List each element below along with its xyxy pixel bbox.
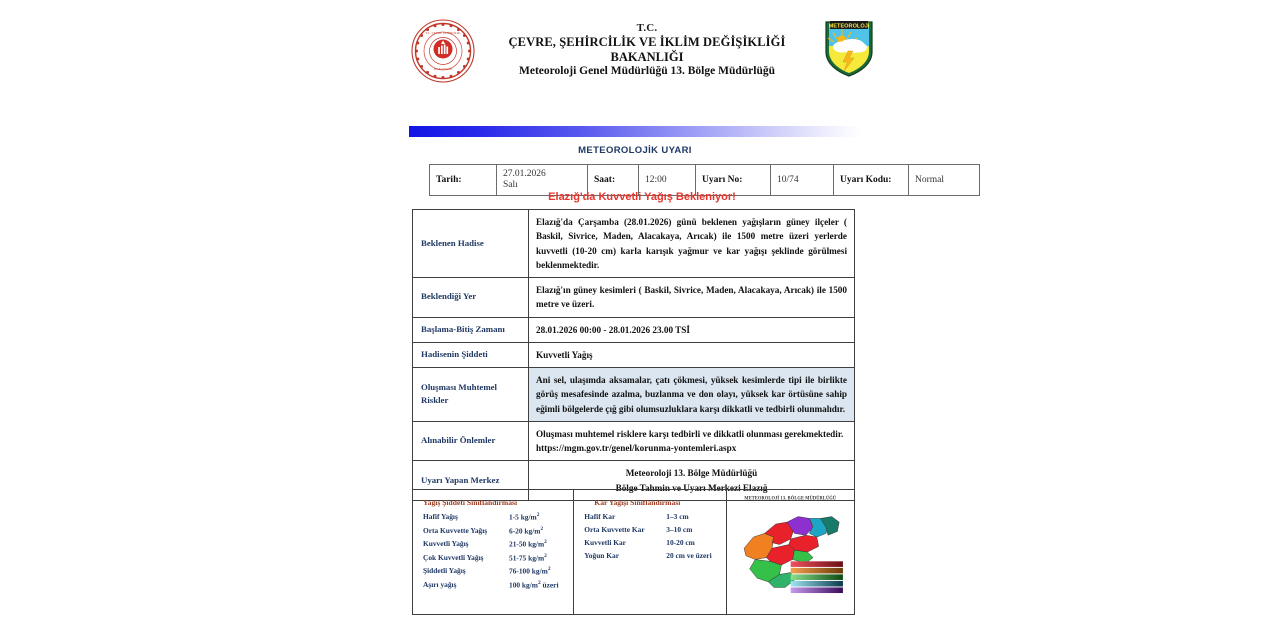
row-body-muhtemel-riskler: Ani sel, ulaşımda aksamalar, çatı çökmesi, yüksek kesimlerde tipi ile birlikte görüş mesafesinde azalma, buzlanma ve don olayı, yüksek kar örtüsüne sahip eğimli bölgelerde çığ gibi olumsuzluklara karşı dikkatli ve tedbirli olunmalıdır. [529,368,855,422]
list-item [423,581,563,590]
list-item [423,567,563,576]
map-legend-bar [790,587,842,593]
banner-gradient-bar [409,126,861,137]
row-label-muhtemel-riskler: Oluşması Muhtemel Riskler [413,368,529,422]
row-label-beklenen-hadise: Beklenen Hadise [413,210,529,278]
row-label-hadise-siddeti: Hadisenin Şiddeti [413,342,529,367]
snow-item-value: 20 cm ve üzeri [666,551,712,561]
table-row [413,317,855,342]
region-map-box [727,490,854,614]
rain-item-value: 21-50 $kg/m^2$ [509,539,547,549]
row-label-beklendigi-yer: Beklendiği Yer [413,278,529,318]
snow-item-value: 1–3 cm [666,512,689,521]
table-row [413,421,855,461]
snow-legend-title: Kar Yağışı Sınıflandırması [594,498,681,507]
svg-text:T.C. ÇEVRE ŞEHİRCİLİK: T.C. ÇEVRE ŞEHİRCİLİK [425,31,461,35]
rain-classification-box [413,490,574,614]
onlemler-link[interactable]: https://mgm.gov.tr/genel/korunma-yontemleri.aspx [536,443,737,453]
map-title: METEOROLOJİ 13. BÖLGE MÜDÜRLÜĞÜ [744,494,837,501]
rain-item-name: Aşırı yağış [423,580,457,590]
rain-item-name: Şiddetli Yağış [423,566,466,576]
svg-text:BAKANLIĞI: BAKANLIĞI [434,67,452,71]
header-line-ministry: ÇEVRE, ŞEHİRCİLİK VE İKLİM DEĞİŞİKLİĞİ [508,34,786,49]
row-label-uyari-yapan-merkez: Uyarı Yapan Merkez [413,461,529,501]
list-item [423,527,563,536]
table-row [413,368,855,422]
warning-detail-table [412,209,855,501]
map-region-green-3 [792,550,813,563]
region-map-image [731,502,850,602]
map-legend-bar [790,568,842,574]
map-legend-bar [790,561,842,567]
rain-item-name: Kuvvetli Yağış [423,539,469,549]
merkez-line-2: Bölge Tahmin ve Uyarı Merkezi Elazığ [615,482,768,493]
rain-item-value: 6-20 $kg/m^2$ [509,525,544,536]
rain-item-value: 1-5 $kg/m^2$ [509,512,540,522]
warning-headline: Elazığ'da Kuvvetli Yağış Bekleniyor! [548,191,736,203]
row-body-beklendigi-yer: Elazığ'ın güney kesimleri ( Baskil, Sivrice, Maden, Alacakaya, Arıcak) ile 1500 metre ve üzeri. [529,278,855,318]
svg-text:METEOROLOJİ: METEOROLOJİ [828,23,870,30]
row-body-hadise-siddeti: Kuvvetli Yağış [529,342,855,367]
snow-item-name: Yoğun Kar [584,551,619,561]
list-item [423,513,563,522]
merkez-line-1: Meteoroloji 13. Bölge Müdürlüğü [625,468,758,479]
rain-item-value: 100 $kg/m^2$ üzeri [509,580,559,590]
list-item [423,540,563,549]
snow-classification-box [574,490,726,614]
snow-item-name: Kuvvetli Kar [584,538,626,548]
uyari-kodu-value: Normal [909,165,980,196]
header-line-directorate: Meteoroloji Genel Müdürlüğü 13. Bölge Müdürlüğü [519,65,775,78]
header-line-tc: T.C. [636,22,658,34]
list-item [584,552,715,560]
table-row [413,278,855,318]
saat-label: Saat: [588,165,639,196]
snow-item-name: Orta Kuvvette Kar [584,525,645,535]
tarih-day: Salı [503,180,518,190]
saat-value: 12:00 [639,165,696,196]
header-line-bakanlik: BAKANLIĞI [610,49,684,64]
uyari-no-label: Uyarı No: [696,165,771,196]
list-item [423,554,563,563]
rain-item-value: 51-75 $kg/m^2$ [509,552,547,563]
row-body-baslama-bitis: 28.01.2026 00:00 - 28.01.2026 23.00 TSİ [529,317,855,342]
legend-container [412,489,855,615]
uyari-no-value: 10/74 [771,165,834,196]
rain-item-name: Orta Kuvvette Yağış [423,525,488,535]
banner-title: METEOROLOJİK UYARI [578,145,692,156]
row-label-baslama-bitis: Başlama-Bitiş Zamanı [413,317,529,342]
header-title-block [476,14,818,79]
meteoroloji-shield-icon [818,16,880,80]
snow-item-name: Hafif Kar [584,512,616,521]
list-item [584,526,715,534]
tarih-date: 27.01.2026 [503,169,546,180]
map-legend-bar [790,581,842,587]
table-row [413,342,855,367]
row-label-alinabilir-onlemler: Alınabilir Önlemler [413,421,529,461]
table-row [413,210,855,278]
row-body-alinabilir-onlemler [529,421,855,461]
map-legend-bar [790,574,842,580]
uyari-kodu-label: Uyarı Kodu: [834,165,909,196]
rain-item-name: Çok Kuvvetli Yağış [423,552,484,562]
list-item [584,539,715,547]
onlemler-text: Oluşması muhtemel risklere karşı tedbirli ve dikkatli olunması gerekmektedir. [536,428,844,439]
snow-item-value: 3–10 cm [666,525,693,535]
snow-item-value: 10-20 cm [666,538,695,548]
rain-item-value: 76-100 $kg/m^2$ [509,566,551,576]
document-header [410,14,880,98]
tarih-label: Tarih: [430,165,497,196]
rain-legend-title: Yağış Şiddeti Sınıflandırması [423,498,518,507]
list-item [584,513,715,521]
row-body-beklenen-hadise: Elazığ'da Çarşamba (28.01.2026) günü beklenen yağışların güney ilçeler ( Baskil, Sivrice, Maden, Alacakaya, Arıcak) ile 1500 metre üzeri yerlerde kuvvetli (10-20 cm) karla karışık yağmur ve kar yağışı şeklinde görülmesi beklenmektedir. [529,210,855,278]
rain-item-name: Hafif Yağış [423,512,458,521]
turkey-ministry-seal-icon [410,18,476,84]
